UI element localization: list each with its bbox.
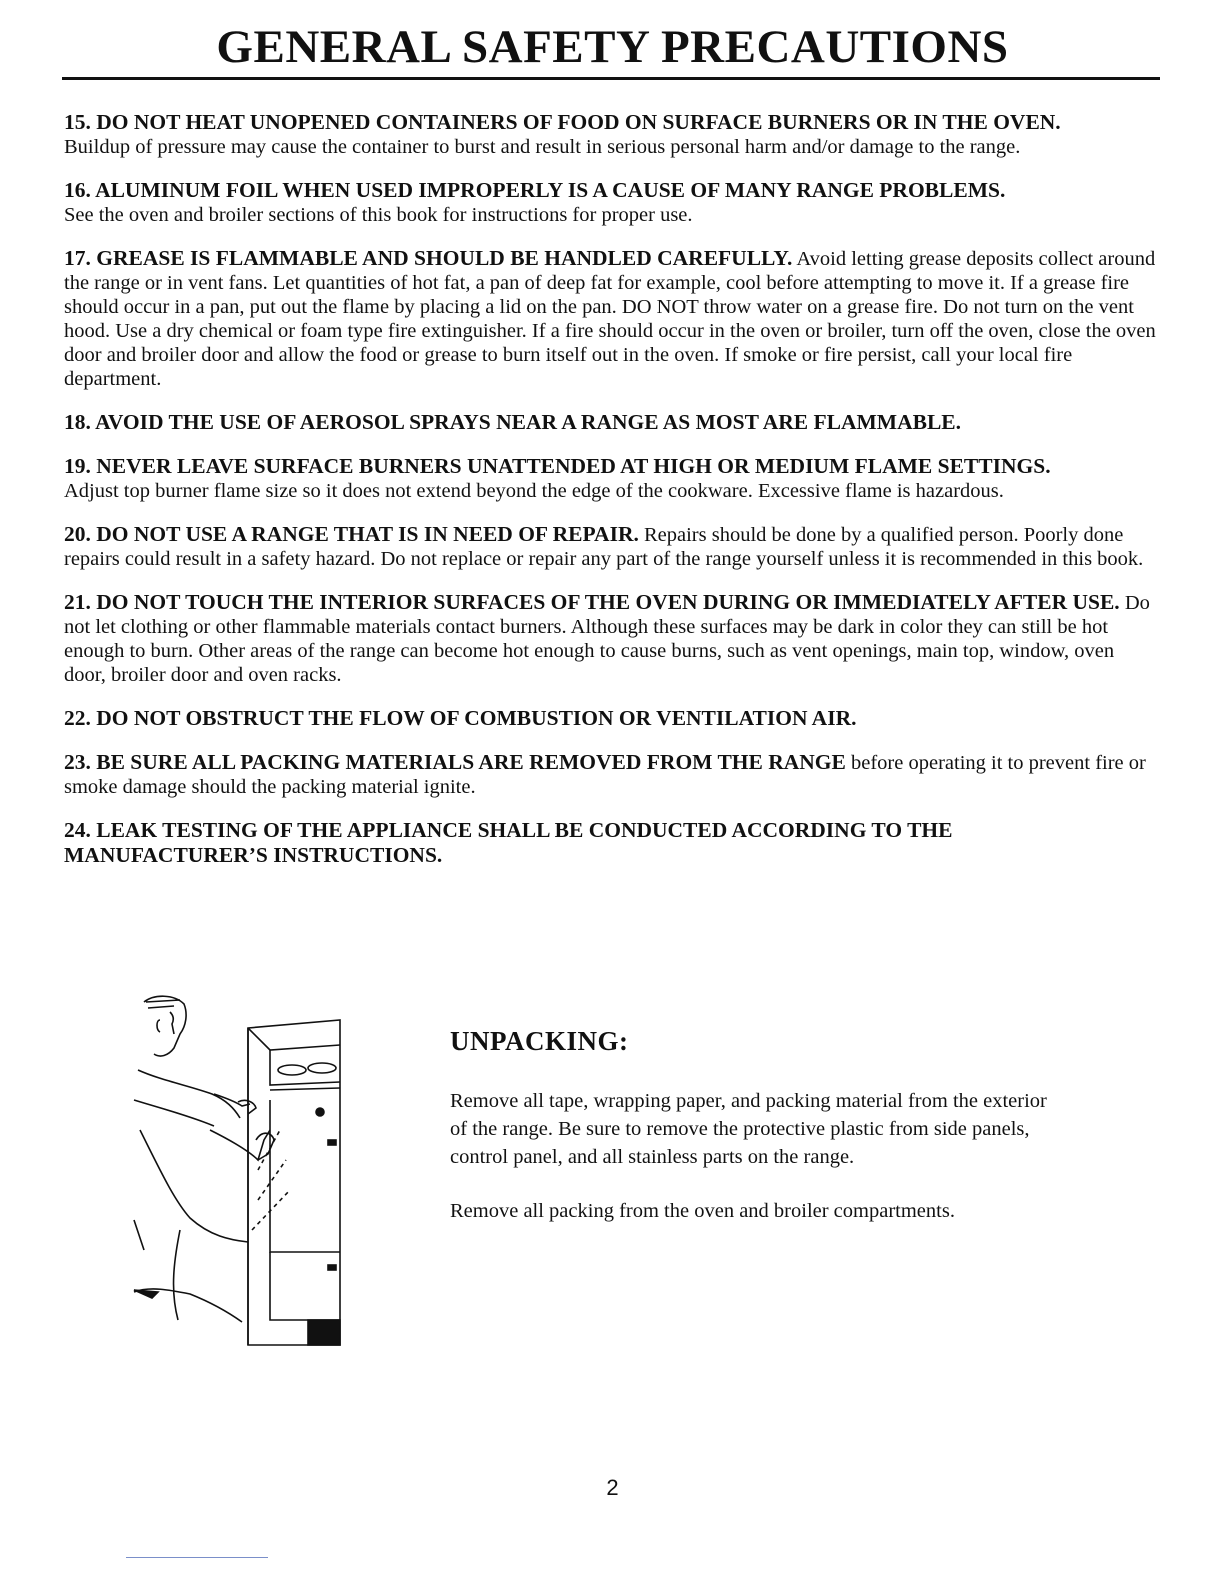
precautions-list [64,110,1159,887]
precaution-body: Avoid letting grease deposits collect around the range or in vent fans. Let quantities of hot fat, a pan of deep fat for example, cool before attempting to move it. If a grease fire should occur in a pan, put out the flame by placing a lid on the pan. DO NOT throw water on a grease fire. Do not turn on the vent hood. Use a dry chemical or foam type fire extinguisher. If a fire should occur in the oven or broiler, turn off the oven, close the oven door and broiler door and allow the food or grease to burn itself out in the oven. If smoke or fire persist, call your local fire department. [64,248,1156,390]
control-panel [270,1088,340,1090]
precaution-heading: 15. DO NOT HEAT UNOPENED CONTAINERS OF FOOD ON SURFACE BURNERS OR IN THE OVEN. [64,110,1061,134]
page-number: 2 [606,1475,619,1500]
precaution-item-16 [64,178,1159,227]
precaution-item-20 [64,522,1159,571]
precaution-heading: 17. GREASE IS FLAMMABLE AND SHOULD BE HANDLED CAREFULLY. [64,246,793,270]
precaution-heading: 24. LEAK TESTING OF THE APPLIANCE SHALL BE CONDUCTED ACCORDING TO THE MANUFACTURER’S INSTRUCTIONS. [64,818,953,867]
precaution-body: Buildup of pressure may cause the container to burst and result in serious personal harm and/or damage to the range. [64,136,1021,158]
range-base [308,1320,340,1345]
precaution-heading: 18. AVOID THE USE OF AEROSOL SPRAYS NEAR A RANGE AS MOST ARE FLAMMABLE. [64,410,962,434]
range-outline [248,1020,340,1345]
person-leg [134,1220,180,1320]
person-torso [140,1130,248,1242]
precaution-item-21 [64,590,1159,687]
person-back [138,1070,240,1118]
person-shoe-fill [134,1290,158,1298]
unpacking-paragraph-1: Remove all tape, wrapping paper, and packing material from the exterior of the range. Be sure to remove the protective plastic from side panels, control panel, and all stainless parts on the range. [450,1090,1047,1168]
burner-right [308,1063,336,1073]
precaution-item-23 [64,750,1159,799]
unpacking-paragraph-2: Remove all packing from the oven and broiler compartments. [450,1200,955,1222]
precaution-item-22 [64,706,1159,731]
range-top [248,1028,340,1050]
precaution-item-18 [64,410,1159,435]
precaution-body: before operating it to prevent fire or smoke damage should the packing material ignite. [64,752,1146,798]
precaution-body: Do not let clothing or other flammable materials contact burners. Although these surfaces may be dark in color they can still be hot enough to burn. Other areas of the range can become hot enough to cause burns, such as vent openings, main top, window, oven door, broiler door and oven racks. [64,592,1150,686]
precaution-heading: 20. DO NOT USE A RANGE THAT IS IN NEED OF REPAIR. [64,522,639,546]
precaution-item-17 [64,246,1159,391]
person-hair [146,1000,180,1008]
precaution-body: Adjust top burner flame size so it does not extend beyond the edge of the cookware. Excessive flame is hazardous. [64,480,1004,502]
burner-left [278,1065,306,1075]
precaution-body: Repairs should be done by a qualified person. Poorly done repairs could result in a safety hazard. Do not replace or repair any part of the range yourself unless it is recommended in this book. [64,524,1144,570]
unpacking-illustration [130,990,350,1360]
title-rule [62,77,1160,80]
person-hand [238,1100,256,1114]
person-ear [157,1020,160,1032]
footer-line [126,1557,268,1558]
person-head [144,996,186,1056]
precaution-heading: 23. BE SURE ALL PACKING MATERIALS ARE REMOVED FROM THE RANGE [64,750,846,774]
broiler-drawer [270,1252,340,1320]
oven-door [270,1100,340,1252]
precaution-heading: 16. ALUMINUM FOIL WHEN USED IMPROPERLY IS A CAUSE OF MANY RANGE PROBLEMS. [64,178,1006,202]
precaution-heading: 22. DO NOT OBSTRUCT THE FLOW OF COMBUSTION OR VENTILATION AIR. [64,706,857,730]
drawer-handle [328,1265,336,1270]
person-shoulder [134,1100,214,1126]
precaution-heading: 19. NEVER LEAVE SURFACE BURNERS UNATTENDED AT HIGH OR MEDIUM FLAME SETTINGS. [64,454,1051,478]
precaution-body: See the oven and broiler sections of this book for instructions for proper use. [64,204,693,226]
unpacking-section [450,1027,1090,1251]
knob [316,1108,324,1116]
unpacking-heading: UNPACKING: [450,1026,629,1056]
precaution-heading: 21. DO NOT TOUCH THE INTERIOR SURFACES OF THE OVEN DURING OR IMMEDIATELY AFTER USE. [64,590,1120,614]
precaution-item-19 [64,454,1159,503]
oven-handle [328,1140,336,1145]
page-title: GENERAL SAFETY PRECAUTIONS [216,21,1009,73]
precaution-item-24 [64,818,1159,868]
person-face [170,1012,174,1034]
precaution-item-15 [64,110,1159,159]
